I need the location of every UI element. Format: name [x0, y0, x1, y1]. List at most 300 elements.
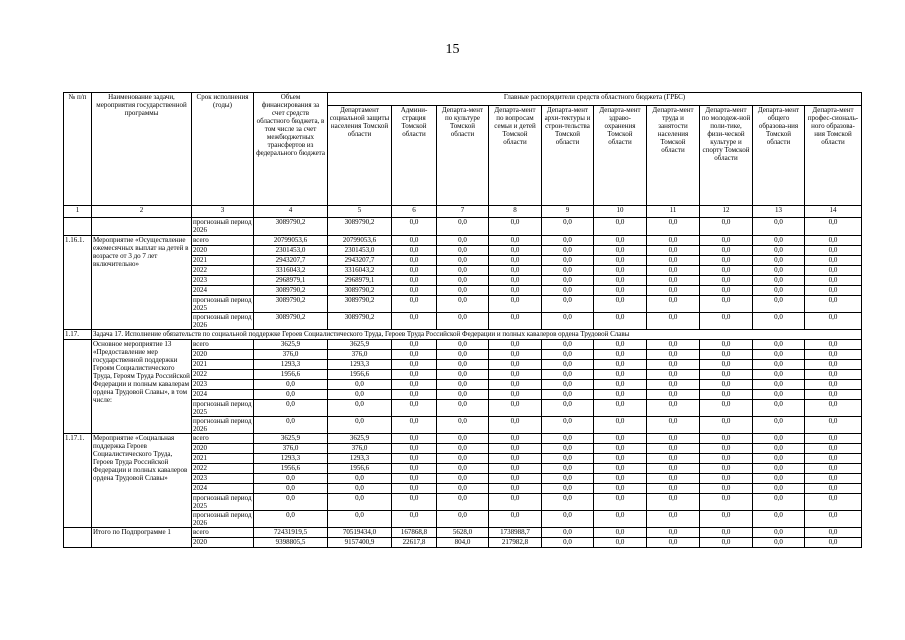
- value-cell: 804,0: [437, 538, 489, 548]
- value-cell: 0,0: [753, 400, 805, 417]
- value-cell: 1293,3: [254, 454, 328, 464]
- value-cell: 0,0: [392, 218, 437, 236]
- value-cell: 0,0: [647, 484, 700, 494]
- value-cell: 0,0: [542, 464, 594, 474]
- value-cell: 0,0: [647, 296, 700, 313]
- period-cell: прогнозный период 2025: [193, 296, 252, 312]
- value-cell: 0,0: [542, 454, 594, 464]
- value-cell: 0,0: [700, 246, 753, 256]
- period-cell: прогнозный период 2026: [193, 218, 252, 234]
- value-cell: 0,0: [753, 313, 805, 330]
- table-row: [64, 528, 862, 538]
- row-name-cell: [92, 218, 192, 236]
- value-cell: 0,0: [647, 511, 700, 528]
- row-name-cell: Итого по Подпрограмме 1: [92, 528, 192, 548]
- period-cell: прогнозный период 2026: [193, 313, 252, 329]
- value-cell: 0,0: [753, 218, 805, 236]
- value-cell: 0,0: [594, 266, 647, 276]
- value-cell: 0,0: [542, 444, 594, 454]
- value-cell: 0,0: [700, 360, 753, 370]
- value-cell: 0,0: [489, 370, 542, 380]
- period-cell: всего: [192, 434, 254, 444]
- header-term: Срок исполнения (годы): [192, 93, 254, 206]
- value-cell: 0,0: [392, 494, 437, 511]
- value-cell: 0,0: [392, 380, 437, 390]
- value-cell: 0,0: [805, 256, 862, 266]
- header-column-number: 2: [92, 206, 192, 218]
- header-column-number: 8: [489, 206, 542, 218]
- value-cell: 0,0: [805, 350, 862, 360]
- value-cell: 0,0: [392, 417, 437, 434]
- value-cell: 3089790,2: [328, 296, 392, 313]
- value-cell: 0,0: [254, 380, 328, 390]
- value-cell: 0,0: [392, 444, 437, 454]
- header-column-number: 3: [192, 206, 254, 218]
- value-cell: 0,0: [647, 370, 700, 380]
- table-row: [64, 340, 862, 350]
- value-cell: 0,0: [700, 454, 753, 464]
- value-cell: 0,0: [805, 528, 862, 538]
- value-cell: 3625,9: [254, 340, 328, 350]
- value-cell: 3089790,2: [254, 286, 328, 296]
- value-cell: 0,0: [753, 236, 805, 246]
- value-cell: 0,0: [594, 236, 647, 246]
- value-cell: 0,0: [647, 474, 700, 484]
- value-cell: 0,0: [753, 350, 805, 360]
- value-cell: 0,0: [647, 360, 700, 370]
- table-row: [64, 434, 862, 444]
- period-cell: 2023: [192, 276, 254, 286]
- value-cell: 0,0: [489, 380, 542, 390]
- value-cell: 0,0: [805, 464, 862, 474]
- value-cell: 0,0: [328, 380, 392, 390]
- value-cell: 0,0: [254, 511, 328, 528]
- value-cell: 0,0: [594, 276, 647, 286]
- value-cell: 0,0: [700, 538, 753, 548]
- value-cell: 0,0: [700, 434, 753, 444]
- value-cell: 2968979,1: [254, 276, 328, 286]
- period-cell: прогнозный период 2026: [193, 417, 252, 433]
- header-grbs-cell: Департамент социальной защиты населения Томской области: [328, 106, 392, 206]
- value-cell: 0,0: [805, 218, 862, 236]
- value-cell: 0,0: [542, 370, 594, 380]
- value-cell: 0,0: [647, 218, 700, 236]
- value-cell: 0,0: [753, 296, 805, 313]
- value-cell: 0,0: [700, 380, 753, 390]
- value-cell: 0,0: [437, 340, 489, 350]
- value-cell: 0,0: [805, 454, 862, 464]
- value-cell: 0,0: [594, 538, 647, 548]
- value-cell: 0,0: [700, 350, 753, 360]
- value-cell: 0,0: [805, 276, 862, 286]
- value-cell: 0,0: [437, 434, 489, 444]
- value-cell: 3316043,2: [254, 266, 328, 276]
- period-cell: 2021: [192, 454, 254, 464]
- value-cell: 0,0: [437, 266, 489, 276]
- header-column-number: 14: [805, 206, 862, 218]
- value-cell: 0,0: [489, 218, 542, 236]
- value-cell: 0,0: [700, 218, 753, 236]
- value-cell: 0,0: [489, 474, 542, 484]
- value-cell: 3089790,2: [254, 296, 328, 313]
- value-cell: 0,0: [437, 444, 489, 454]
- value-cell: 0,0: [753, 511, 805, 528]
- value-cell: 0,0: [805, 296, 862, 313]
- value-cell: 0,0: [254, 390, 328, 400]
- value-cell: 0,0: [805, 266, 862, 276]
- value-cell: 1738988,7: [489, 528, 542, 538]
- period-cell: всего: [192, 340, 254, 350]
- value-cell: 0,0: [392, 370, 437, 380]
- value-cell: 0,0: [489, 246, 542, 256]
- value-cell: 2968979,1: [328, 276, 392, 286]
- value-cell: 0,0: [805, 236, 862, 246]
- value-cell: 0,0: [392, 340, 437, 350]
- row-number-cell: [64, 340, 92, 434]
- value-cell: 0,0: [753, 256, 805, 266]
- value-cell: 0,0: [647, 256, 700, 266]
- header-grbs-cell: Департа-мент по вопросам семьи и детей Томской области: [489, 106, 542, 206]
- value-cell: 0,0: [542, 538, 594, 548]
- period-cell: 2020: [192, 350, 254, 360]
- period-cell: всего: [192, 236, 254, 246]
- value-cell: 0,0: [254, 417, 328, 434]
- period-cell: 2020: [192, 444, 254, 454]
- value-cell: 0,0: [594, 511, 647, 528]
- value-cell: 0,0: [542, 236, 594, 246]
- value-cell: 0,0: [805, 494, 862, 511]
- value-cell: 0,0: [805, 313, 862, 330]
- value-cell: 1293,3: [328, 454, 392, 464]
- value-cell: 0,0: [489, 511, 542, 528]
- value-cell: 0,0: [437, 400, 489, 417]
- value-cell: 0,0: [392, 400, 437, 417]
- value-cell: 0,0: [647, 246, 700, 256]
- value-cell: 0,0: [594, 256, 647, 266]
- value-cell: 0,0: [700, 286, 753, 296]
- value-cell: 0,0: [700, 400, 753, 417]
- value-cell: 2943207,7: [328, 256, 392, 266]
- value-cell: 0,0: [594, 218, 647, 236]
- value-cell: 0,0: [700, 417, 753, 434]
- value-cell: 70519434,0: [328, 528, 392, 538]
- value-cell: 0,0: [489, 286, 542, 296]
- period-cell: 2023: [192, 474, 254, 484]
- value-cell: 0,0: [542, 218, 594, 236]
- value-cell: 0,0: [594, 380, 647, 390]
- value-cell: 0,0: [392, 256, 437, 266]
- value-cell: 0,0: [647, 276, 700, 286]
- header-grbs-cell: Департа-мент общего образова-ния Томской области: [753, 106, 805, 206]
- value-cell: 3089790,2: [254, 218, 328, 236]
- value-cell: 0,0: [753, 528, 805, 538]
- value-cell: 0,0: [753, 246, 805, 256]
- value-cell: 0,0: [392, 313, 437, 330]
- period-cell: 2024: [192, 390, 254, 400]
- row-number-cell: 1.17.1.: [64, 434, 92, 528]
- value-cell: 0,0: [489, 417, 542, 434]
- value-cell: 0,0: [542, 276, 594, 286]
- value-cell: 0,0: [647, 444, 700, 454]
- value-cell: 3089790,2: [254, 313, 328, 330]
- value-cell: 0,0: [392, 236, 437, 246]
- value-cell: 0,0: [437, 296, 489, 313]
- value-cell: 72431919,5: [254, 528, 328, 538]
- value-cell: 0,0: [753, 494, 805, 511]
- value-cell: 376,0: [328, 350, 392, 360]
- value-cell: 0,0: [647, 417, 700, 434]
- value-cell: 0,0: [753, 370, 805, 380]
- value-cell: 0,0: [542, 360, 594, 370]
- value-cell: 0,0: [437, 256, 489, 266]
- value-cell: 2943207,7: [254, 256, 328, 266]
- value-cell: 0,0: [328, 494, 392, 511]
- header-column-number: 10: [594, 206, 647, 218]
- value-cell: 0,0: [489, 313, 542, 330]
- period-cell: 2021: [192, 360, 254, 370]
- value-cell: 0,0: [753, 454, 805, 464]
- value-cell: 0,0: [805, 474, 862, 484]
- value-cell: 0,0: [328, 390, 392, 400]
- value-cell: 0,0: [437, 380, 489, 390]
- value-cell: 0,0: [700, 313, 753, 330]
- value-cell: 3089790,2: [328, 218, 392, 236]
- value-cell: 0,0: [805, 360, 862, 370]
- header-column-number: 12: [700, 206, 753, 218]
- header-grbs-cell: Департа-мент по молодеж-ной поли-тике, физи-ческой культуре и спорту Томской области: [700, 106, 753, 206]
- value-cell: 0,0: [647, 340, 700, 350]
- value-cell: 0,0: [437, 286, 489, 296]
- value-cell: 0,0: [753, 538, 805, 548]
- value-cell: 0,0: [753, 474, 805, 484]
- value-cell: 0,0: [700, 236, 753, 246]
- value-cell: 0,0: [647, 464, 700, 474]
- value-cell: 0,0: [753, 360, 805, 370]
- value-cell: 5628,0: [437, 528, 489, 538]
- value-cell: 0,0: [392, 246, 437, 256]
- header-row: [64, 93, 862, 106]
- value-cell: 0,0: [392, 464, 437, 474]
- value-cell: 217982,8: [489, 538, 542, 548]
- value-cell: 0,0: [594, 417, 647, 434]
- value-cell: 0,0: [594, 390, 647, 400]
- header-grbs-cell: Департа-мент профес-сиональ-ного образова-ния Томской области: [805, 106, 862, 206]
- value-cell: 0,0: [489, 350, 542, 360]
- value-cell: 0,0: [437, 246, 489, 256]
- value-cell: 20799053,6: [328, 236, 392, 246]
- value-cell: 0,0: [805, 444, 862, 454]
- value-cell: 0,0: [753, 380, 805, 390]
- value-cell: 0,0: [542, 484, 594, 494]
- value-cell: 0,0: [437, 417, 489, 434]
- period-cell: 2022: [192, 464, 254, 474]
- value-cell: 0,0: [700, 528, 753, 538]
- header-column-number: 4: [254, 206, 328, 218]
- value-cell: 0,0: [700, 484, 753, 494]
- value-cell: 0,0: [437, 454, 489, 464]
- value-cell: 0,0: [594, 454, 647, 464]
- value-cell: 0,0: [392, 360, 437, 370]
- value-cell: 0,0: [700, 494, 753, 511]
- value-cell: 0,0: [437, 474, 489, 484]
- header-column-number: 13: [753, 206, 805, 218]
- value-cell: 0,0: [700, 340, 753, 350]
- value-cell: 0,0: [594, 494, 647, 511]
- value-cell: 0,0: [328, 474, 392, 484]
- value-cell: 0,0: [647, 390, 700, 400]
- value-cell: 1293,3: [328, 360, 392, 370]
- value-cell: 0,0: [753, 464, 805, 474]
- period-cell: 2020: [192, 538, 254, 548]
- value-cell: 0,0: [542, 296, 594, 313]
- value-cell: 0,0: [753, 417, 805, 434]
- period-cell: всего: [192, 528, 254, 538]
- value-cell: 0,0: [594, 400, 647, 417]
- page-number: 15: [445, 42, 460, 57]
- period-cell: 2022: [192, 370, 254, 380]
- value-cell: 0,0: [392, 350, 437, 360]
- value-cell: 0,0: [805, 511, 862, 528]
- value-cell: 3625,9: [328, 434, 392, 444]
- value-cell: 376,0: [328, 444, 392, 454]
- header-column-number: 11: [647, 206, 700, 218]
- value-cell: 0,0: [753, 266, 805, 276]
- value-cell: 0,0: [489, 340, 542, 350]
- value-cell: 0,0: [489, 494, 542, 511]
- value-cell: 0,0: [805, 370, 862, 380]
- value-cell: 0,0: [542, 528, 594, 538]
- value-cell: 0,0: [647, 538, 700, 548]
- header-column-number: 1: [64, 206, 92, 218]
- value-cell: 0,0: [489, 454, 542, 464]
- value-cell: 0,0: [392, 484, 437, 494]
- value-cell: 0,0: [489, 296, 542, 313]
- value-cell: 3625,9: [328, 340, 392, 350]
- value-cell: 3089790,2: [328, 313, 392, 330]
- value-cell: 0,0: [489, 236, 542, 246]
- value-cell: 0,0: [254, 400, 328, 417]
- value-cell: 0,0: [805, 484, 862, 494]
- header-column-number: 6: [392, 206, 437, 218]
- value-cell: 0,0: [594, 360, 647, 370]
- value-cell: 0,0: [805, 417, 862, 434]
- value-cell: 376,0: [254, 350, 328, 360]
- value-cell: 0,0: [700, 256, 753, 266]
- value-cell: 0,0: [328, 511, 392, 528]
- header-grbs-cell: Департа-мент по культуре Томской области: [437, 106, 489, 206]
- row-number-cell: [64, 528, 92, 548]
- value-cell: 0,0: [392, 474, 437, 484]
- value-cell: 1956,6: [254, 370, 328, 380]
- value-cell: 0,0: [700, 276, 753, 286]
- value-cell: 0,0: [542, 474, 594, 484]
- value-cell: 0,0: [753, 444, 805, 454]
- value-cell: 0,0: [805, 340, 862, 350]
- row-name-cell: Основное мероприятие 13 «Предоставление мер государственной поддержки Героям Социалистического Труда, Героям Труда Российской Федерации и полным кавалерам ордена Трудовой Славы», в том числе:: [92, 340, 192, 434]
- value-cell: 0,0: [392, 266, 437, 276]
- value-cell: 0,0: [594, 296, 647, 313]
- header-total: Объем финансирования за счет средств областного бюджета, в том числе за счет межбюджетных трансфертов из федерального бюджета: [254, 93, 328, 206]
- value-cell: 0,0: [594, 286, 647, 296]
- value-cell: 0,0: [805, 400, 862, 417]
- value-cell: 0,0: [594, 464, 647, 474]
- value-cell: 1956,6: [328, 370, 392, 380]
- value-cell: 0,0: [489, 434, 542, 444]
- value-cell: 0,0: [437, 511, 489, 528]
- value-cell: 0,0: [542, 400, 594, 417]
- value-cell: 0,0: [700, 464, 753, 474]
- value-cell: 0,0: [437, 390, 489, 400]
- period-cell: 2024: [192, 484, 254, 494]
- value-cell: 0,0: [392, 276, 437, 286]
- value-cell: 1956,6: [328, 464, 392, 474]
- value-cell: 0,0: [542, 494, 594, 511]
- period-cell: 2020: [192, 246, 254, 256]
- value-cell: 0,0: [647, 236, 700, 246]
- value-cell: 3625,9: [254, 434, 328, 444]
- value-cell: 3316043,2: [328, 266, 392, 276]
- value-cell: 0,0: [647, 400, 700, 417]
- value-cell: 0,0: [647, 286, 700, 296]
- value-cell: 0,0: [753, 286, 805, 296]
- period-cell: 2023: [192, 380, 254, 390]
- period-cell: 2024: [192, 286, 254, 296]
- header-grbs-title: Главные распорядители средств областного бюджета (ГРБС): [328, 93, 862, 106]
- value-cell: 0,0: [437, 370, 489, 380]
- value-cell: 0,0: [594, 434, 647, 444]
- value-cell: 0,0: [489, 390, 542, 400]
- task-row: [64, 330, 862, 340]
- value-cell: 1956,6: [254, 464, 328, 474]
- value-cell: 0,0: [805, 246, 862, 256]
- value-cell: 0,0: [805, 538, 862, 548]
- value-cell: 0,0: [437, 464, 489, 474]
- value-cell: 0,0: [437, 350, 489, 360]
- value-cell: 0,0: [647, 380, 700, 390]
- value-cell: 0,0: [805, 434, 862, 444]
- value-cell: 0,0: [489, 360, 542, 370]
- value-cell: 1293,3: [254, 360, 328, 370]
- header-column-number: 9: [542, 206, 594, 218]
- value-cell: 0,0: [647, 434, 700, 444]
- value-cell: 0,0: [700, 296, 753, 313]
- value-cell: 0,0: [753, 484, 805, 494]
- value-cell: 0,0: [542, 380, 594, 390]
- value-cell: 0,0: [700, 511, 753, 528]
- value-cell: 0,0: [489, 484, 542, 494]
- value-cell: 0,0: [392, 296, 437, 313]
- value-cell: 0,0: [700, 370, 753, 380]
- value-cell: 0,0: [700, 474, 753, 484]
- period-cell: прогнозный период 2026: [193, 511, 252, 527]
- table-row: [64, 218, 862, 236]
- value-cell: 0,0: [392, 434, 437, 444]
- value-cell: 0,0: [542, 350, 594, 360]
- value-cell: 0,0: [437, 484, 489, 494]
- value-cell: 0,0: [392, 454, 437, 464]
- value-cell: 0,0: [647, 266, 700, 276]
- value-cell: 0,0: [805, 286, 862, 296]
- value-cell: 0,0: [542, 313, 594, 330]
- period-cell: прогнозный период 2025: [193, 400, 252, 416]
- value-cell: 0,0: [753, 340, 805, 350]
- value-cell: 0,0: [328, 484, 392, 494]
- value-cell: 0,0: [328, 400, 392, 417]
- row-name-cell: Мероприятие «Социальная поддержка Героев Социалистического Труда, Героев Труда Российской Федерации и полных кавалеров ордена Трудовой Славы»: [92, 434, 192, 528]
- value-cell: 0,0: [542, 246, 594, 256]
- value-cell: 0,0: [489, 444, 542, 454]
- value-cell: 0,0: [647, 313, 700, 330]
